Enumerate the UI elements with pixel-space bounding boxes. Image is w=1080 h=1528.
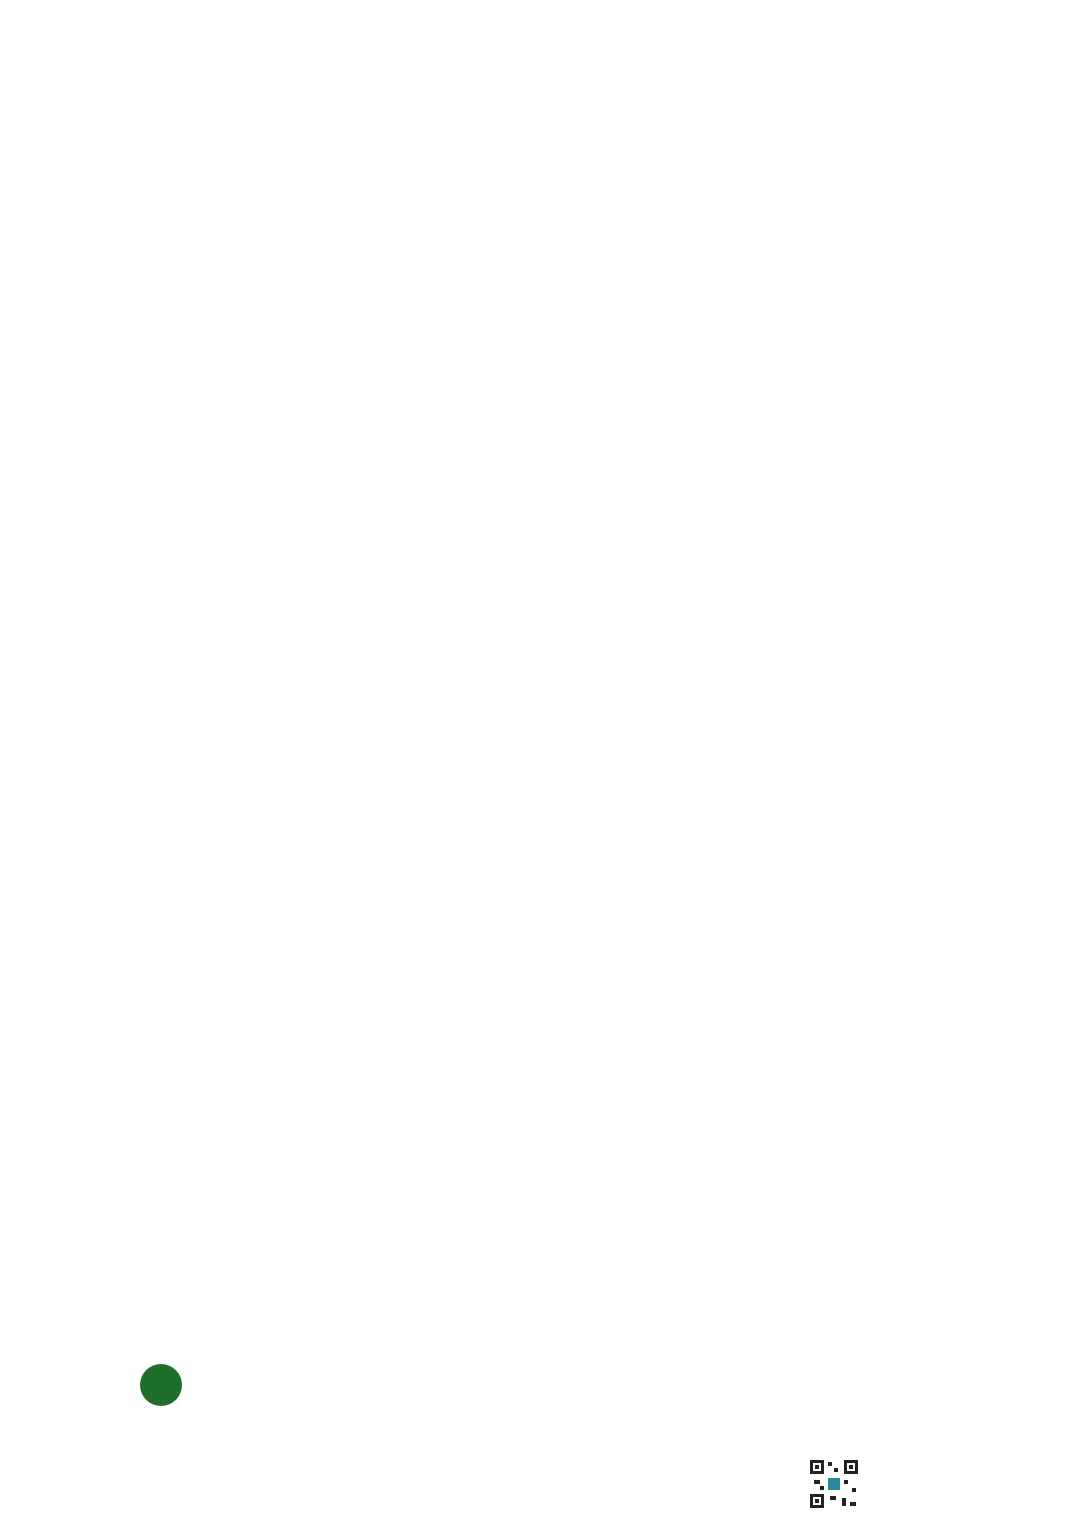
qr-code-icon bbox=[808, 1458, 860, 1510]
page-number bbox=[140, 1364, 182, 1406]
